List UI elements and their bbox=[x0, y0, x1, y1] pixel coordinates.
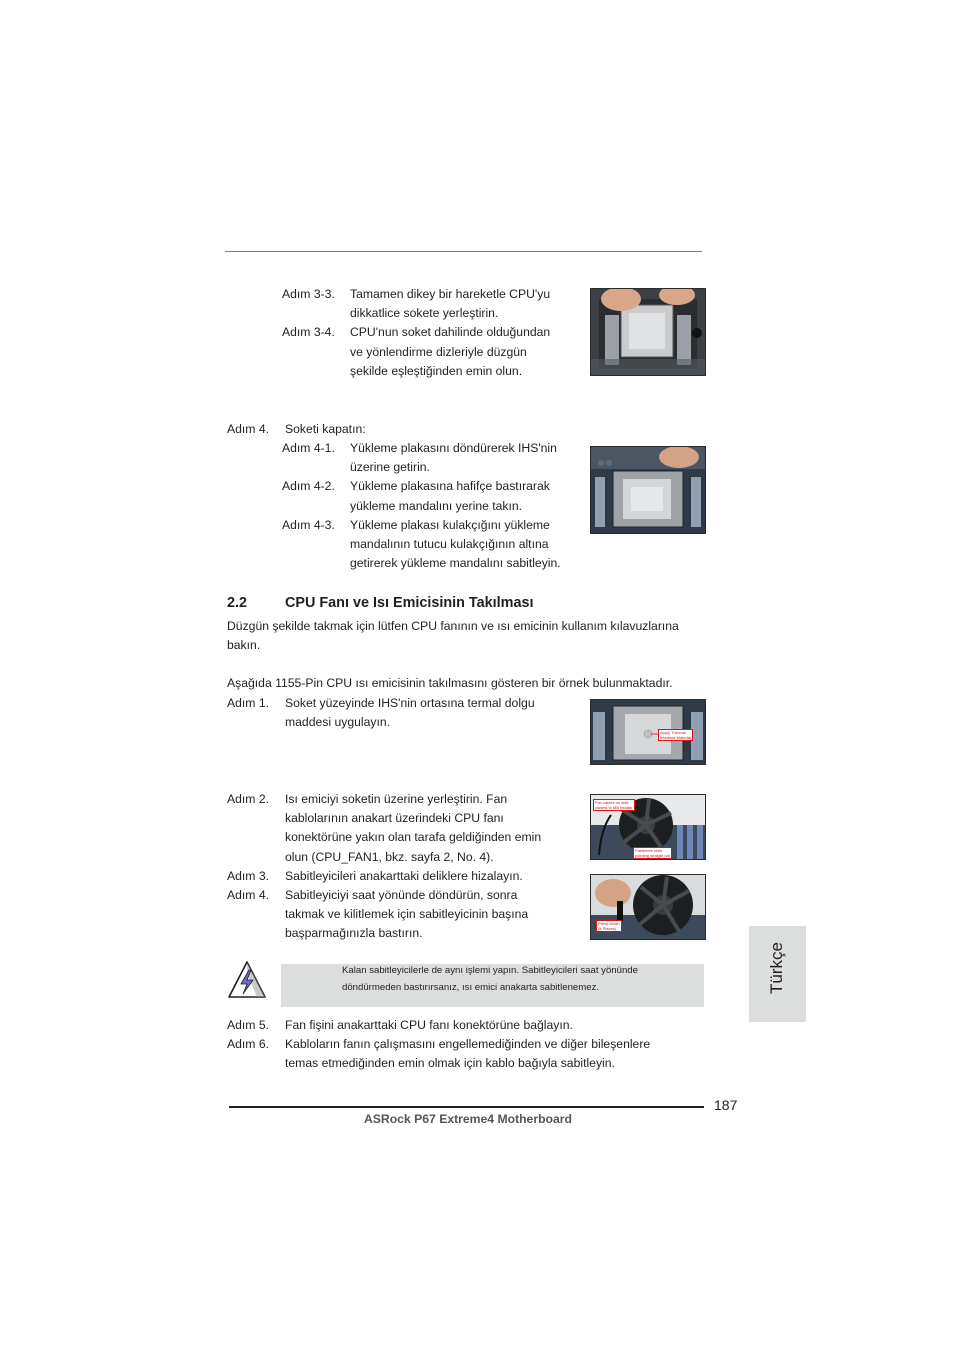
step-label: Adım 6. bbox=[227, 1037, 269, 1051]
thermal-paste-photo bbox=[590, 699, 706, 765]
tag-line: pointing straight out bbox=[635, 853, 670, 858]
step-text: maddesi uygulayın. bbox=[285, 715, 391, 729]
press-down-tag bbox=[596, 920, 622, 932]
step-text: şekilde eşleştiğinden emin olun. bbox=[350, 364, 523, 378]
step-text: Yükleme plakası kulakçığını yükleme bbox=[350, 518, 550, 532]
step-text: Soket yüzeyinde IHS'nin ortasına termal dolgu bbox=[285, 696, 535, 710]
intro-line: bakın. bbox=[227, 638, 261, 652]
step-text: CPU'nun soket dahilinde olduğundan bbox=[350, 325, 551, 339]
tag-line: Apply Thermal bbox=[660, 730, 686, 735]
tag-line: (4 Places) bbox=[598, 926, 617, 931]
footer-title: ASRock P67 Extreme4 Motherboard bbox=[364, 1112, 572, 1126]
step-text: üzerine getirin. bbox=[350, 460, 430, 474]
step-label: Adım 5. bbox=[227, 1018, 269, 1032]
note-line: döndürmeden bastırırsanız, ısı emici anakarta sabitlenemez. bbox=[342, 982, 600, 993]
step-label: Adım 4-3. bbox=[282, 518, 335, 532]
warning-icon bbox=[227, 960, 267, 1000]
step-label: Adım 4. bbox=[227, 422, 269, 436]
step-text: ve yönlendirme dizleriyle düzgün bbox=[350, 345, 527, 359]
fan-cable-tag bbox=[593, 799, 635, 811]
section-title: CPU Fanı ve Isı Emicisinin Takılması bbox=[285, 595, 534, 611]
step-label: Adım 4-2. bbox=[282, 479, 335, 493]
step-label: Adım 4. bbox=[227, 888, 269, 902]
example-text: Aşağıda 1155-Pin CPU ısı emicisinin takılmasını gösteren bir örnek bulunmaktadır. bbox=[227, 676, 673, 690]
cpu-insertion-photo bbox=[590, 288, 706, 376]
step-text: kablolarının anakart üzerindeki CPU fanı bbox=[285, 811, 504, 825]
step-text: olun (CPU_FAN1, bkz. sayfa 2, No. 4). bbox=[285, 850, 494, 864]
step-text: Kabloların fanın çalışmasını engellemediğinden ve diğer bileşenlere bbox=[285, 1037, 651, 1051]
step-text: takmak ve kilitlemek için sabitleyicinin başına bbox=[285, 907, 529, 921]
section-number: 2.2 bbox=[227, 595, 248, 611]
step-text: Sabitleyiciyi saat yönünde döndürün, sonra bbox=[285, 888, 518, 902]
step-text: Tamamen dikey bir hareketle CPU'yu bbox=[350, 287, 551, 301]
footer-rule bbox=[229, 1106, 704, 1108]
step-text: mandalının tutucu kulakçığının altına bbox=[350, 537, 549, 551]
socket-close-photo bbox=[590, 446, 706, 534]
step-text: başparmağınızla bastırın. bbox=[285, 926, 423, 940]
step-label: Adım 4-1. bbox=[282, 441, 335, 455]
tag-line: Fasteners slots bbox=[635, 848, 663, 853]
press-fastener-photo bbox=[590, 874, 706, 940]
step-label: Adım 2. bbox=[227, 792, 269, 806]
step-text: Soketi kapatın: bbox=[285, 422, 366, 436]
step-text: yükleme mandalını yerine takın. bbox=[350, 499, 523, 513]
step-text: Yükleme plakasını döndürerek IHS'nin bbox=[350, 441, 557, 455]
step-text: getirerek yükleme mandalını sabitleyin. bbox=[350, 556, 561, 570]
heatsink-placement-photo bbox=[590, 794, 706, 860]
fastener-tag bbox=[633, 847, 672, 859]
step-text: Fan fişini anakarttaki CPU fanı konektörüne bağlayın. bbox=[285, 1018, 573, 1032]
step-text: konektörüne yakın olan tarafa geldiğinden emin bbox=[285, 830, 542, 844]
step-text: Sabitleyicileri anakarttaki deliklere hizalayın. bbox=[285, 869, 523, 883]
step-label: Adım 1. bbox=[227, 696, 269, 710]
step-label: Adım 3-4. bbox=[282, 325, 335, 339]
step-text: dikkatlice sokete yerleştirin. bbox=[350, 306, 499, 320]
header-rule bbox=[225, 251, 702, 252]
page-number: 187 bbox=[714, 1097, 738, 1113]
step-text: Isı emiciyi soketin üzerine yerleştirin. Fan bbox=[285, 792, 508, 806]
step-text: temas etmediğinden emin olmak için kablo bağıyla sabitleyin. bbox=[285, 1056, 615, 1070]
step-label: Adım 3. bbox=[227, 869, 269, 883]
tag-line: Fan cables on side bbox=[595, 800, 629, 805]
tag-line: closest to MB header bbox=[595, 805, 633, 810]
step-text: Yükleme plakasına hafifçe bastırarak bbox=[350, 479, 550, 493]
note-line: Kalan sabitleyicilerle de aynı işlemi yapın. Sabitleyicileri saat yönünde bbox=[342, 965, 638, 976]
language-tab-label: Türkçe bbox=[767, 942, 786, 994]
step-label: Adım 3-3. bbox=[282, 287, 335, 301]
tag-line: Interface Material bbox=[660, 735, 691, 740]
thermal-tag bbox=[658, 729, 693, 741]
intro-line: Düzgün şekilde takmak için lütfen CPU fanının ve ısı emicinin kullanım kılavuzlarına bbox=[227, 619, 679, 633]
tag-line: Press Down bbox=[598, 921, 620, 926]
